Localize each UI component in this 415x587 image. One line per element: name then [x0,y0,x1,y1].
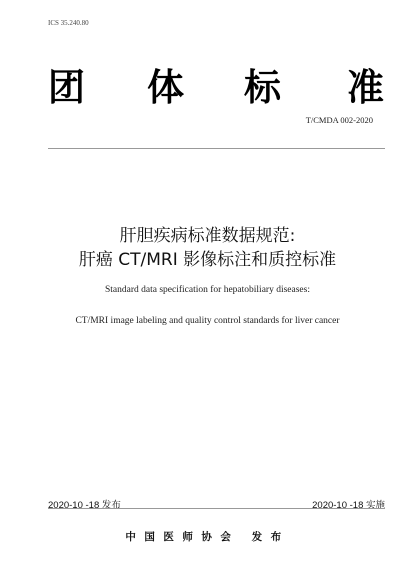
english-title-line-1: Standard data specification for hepatobiliary diseases: [105,285,310,295]
effective-date: 2020-10 -18 实施 [312,500,385,511]
ics-code: ICS 35.240.80 [48,19,89,27]
header-divider [48,148,385,149]
standard-type-char: 准 [347,66,384,109]
standard-type-char: 体 [147,66,184,109]
standard-type-char: 团 [48,66,85,109]
publisher: 中国医师协会 发布 [125,531,290,543]
standard-number: T/CMDA 002-2020 [305,115,373,125]
footer-divider [48,508,385,509]
issue-date: 2020-10 -18 发布 [48,500,121,511]
standard-type-title [40,64,395,112]
english-title-line-2: CT/MRI image labeling and quality control standards for liver cancer [75,316,340,326]
chinese-title-line-1: 肝胆疾病标准数据规范: [119,226,296,246]
chinese-title-line-2: 肝癌 CT/MRI 影像标注和质控标准 [78,250,337,270]
standard-type-char: 标 [244,66,281,109]
